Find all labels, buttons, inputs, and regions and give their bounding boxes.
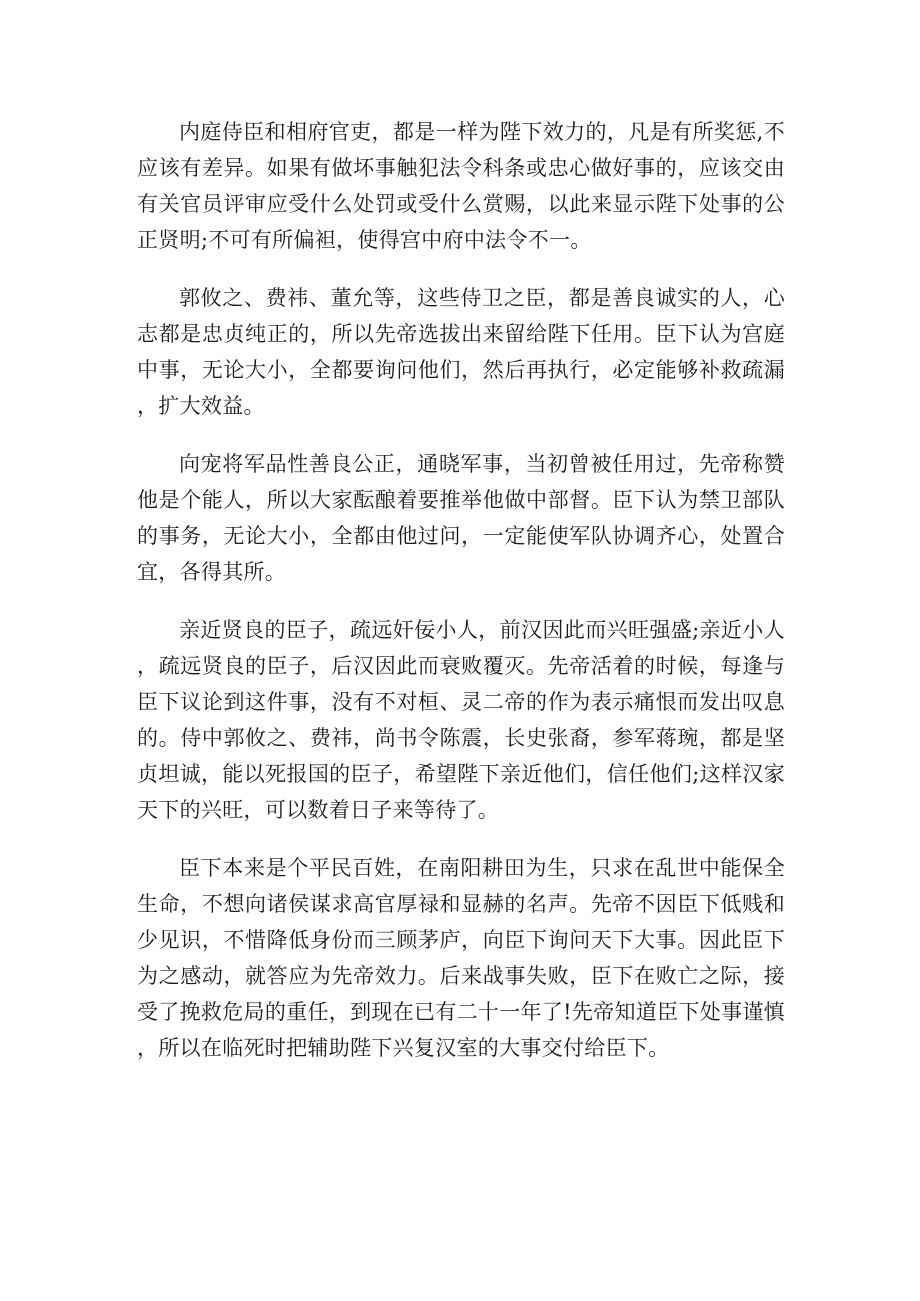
- paragraph-2: 郭攸之、费祎、董允等，这些侍卫之臣，都是善良诚实的人，心志都是忠贞纯正的，所以先帝选拔出来留给陛下任用。臣下认为宫庭中事，无论大小，全都要询问他们，然后再执行，必定能够补救疏漏，扩大效益。: [137, 286, 785, 418]
- paragraph-4: 亲近贤良的臣子，疏远奸佞小人，前汉因此而兴旺强盛;亲近小人，疏远贤良的臣子，后汉因此而衰败覆灭。先帝活着的时候，每逢与臣下议论到这件事，没有不对桓、灵二帝的作为表示痛恨而发出叹息的。侍中郭攸之、费祎，尚书令陈震，长史张裔，参军蒋琬，都是坚贞坦诚，能以死报国的臣子，希望陛下亲近他们，信任他们;这样汉家天下的兴旺，可以数着日子来等待了。: [137, 618, 785, 822]
- paragraph-5: 臣下本来是个平民百姓，在南阳耕田为生，只求在乱世中能保全生命，不想向诸侯谋求高官厚禄和显赫的名声。先帝不因臣下低贱和少见识，不惜降低身份而三顾茅庐，向臣下询问天下大事。因此臣下为之感动，就答应为先帝效力。后来战事失败，臣下在败亡之际，接受了挽救危局的重任，到现在已有二十一年了!先帝知道臣下处事谨慎，所以在临死时把辅助陛下兴复汉室的大事交付给臣下。: [137, 856, 785, 1060]
- paragraph-1: 内庭侍臣和相府官吏，都是一样为陛下效力的，凡是有所奖惩,不应该有差异。如果有做坏事触犯法令科条或忠心做好事的，应该交由有关官员评审应受什么处罚或受什么赏赐，以此来显示陛下处事的公正贤明;不可有所偏袒，使得宫中府中法令不一。: [137, 120, 785, 252]
- paragraph-3: 向宠将军品性善良公正，通晓军事，当初曾被任用过，先帝称赞他是个能人，所以大家酝酿着要推举他做中部督。臣下认为禁卫部队的事务，无论大小，全都由他过问，一定能使军队协调齐心，处置合宜，各得其所。: [137, 452, 785, 584]
- document-body: [137, 114, 785, 1088]
